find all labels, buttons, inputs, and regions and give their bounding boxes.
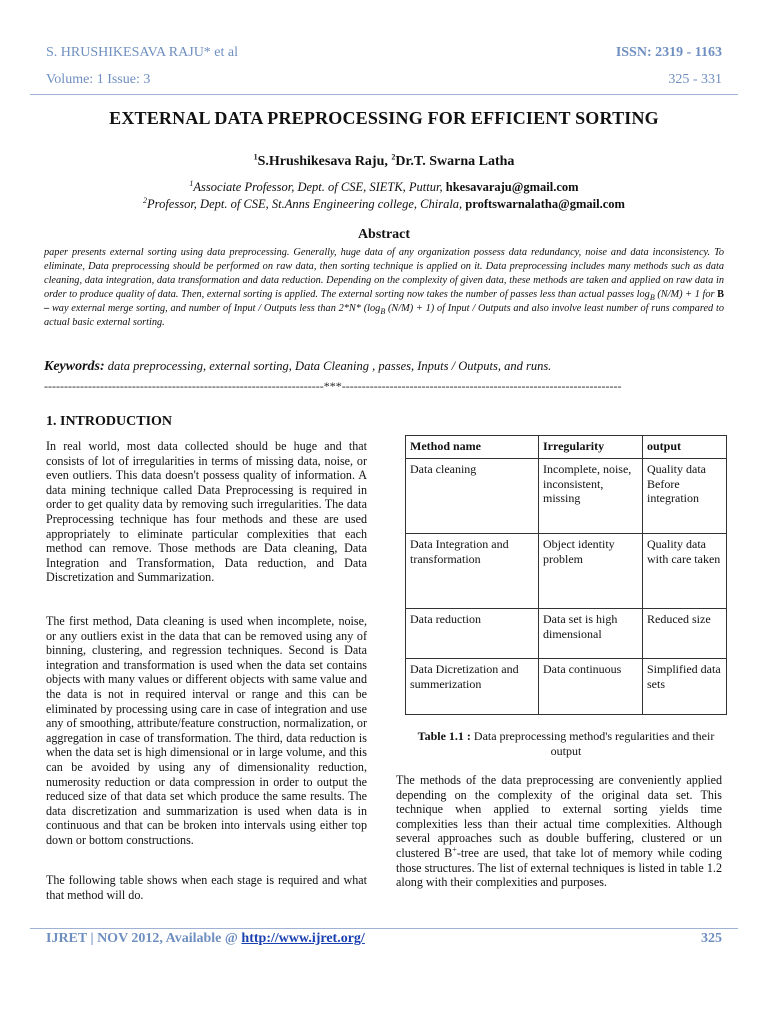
table-row bbox=[406, 609, 727, 659]
email-link-2[interactable]: proftswarnalatha@gmail.com bbox=[465, 197, 625, 211]
table-cell: Object identity problem bbox=[539, 534, 643, 609]
table-cell: Data reduction bbox=[406, 609, 539, 659]
author2-number: 2 bbox=[391, 152, 396, 162]
header-volume: Volume: 1 Issue: 3 bbox=[46, 72, 151, 87]
abstract-body: paper presents external sorting using data preprocessing. Generally, huge data of any organization possess data redundancy, noise and data inconsistency. To eliminate, Data preprocessing should be performed on raw data, then sorting technique is applied on it. Data preprocessing includes many methods such as data cleaning, data integration, data transformation and data reduction. Depending on the complexity of given data, these methods are taken and applied on raw data in order to produce quality of data. Then, external sorting is applied. The external sorting now takes the number of passes less than actual passes $\log_B (N/M) + 1$ for B – way external merge sorting, and number of Input / Outputs less than 2*N* ($\log_B$ (N/M) + 1) of Input / Outputs and also involve least number of runs compared to actual basic external sorting. bbox=[44, 247, 724, 329]
table-cell: Reduced size bbox=[643, 609, 727, 659]
intro-paragraph-1: In real world, most data collected should be huge and that consists of lot of irregularities in terms of missing data, noise, or even outliers. This data doesn't possess quality of information. A data mining technique called Data Preprocessing is required in order to get quality data by removing such irregularities. The data Preprocessing technique has four methods and these are used appropriately to eliminate particular complexities that each method can remove. Those methods are Data cleaning, Data Integration and Transformation, Data reduction, and Data Discretization and Summarization. bbox=[46, 439, 367, 585]
table-cell: Quality data with care taken bbox=[643, 534, 727, 609]
author2-name: Dr.T. Swarna Latha bbox=[395, 154, 515, 169]
footer-url-link[interactable]: http://www.ijret.org/ bbox=[241, 931, 365, 946]
header-issn: ISSN: 2319 - 1163 bbox=[615, 45, 722, 60]
table-header-row bbox=[406, 436, 727, 459]
author1-name: S.Hrushikesava Raju, bbox=[257, 154, 392, 169]
table-cell: Data cleaning bbox=[406, 459, 539, 534]
table-cell: Data set is high dimensional bbox=[539, 609, 643, 659]
table-caption bbox=[405, 729, 727, 758]
table-caption-label: Table 1.1 : bbox=[417, 729, 471, 743]
affiliation-2: $^2$Professor, Dept. of CSE, St.Anns Engineering college, Chirala, proftswarnalatha@gmail.com bbox=[143, 195, 625, 211]
right-paragraph: The methods of the data preprocessing are conveniently applied depending on the complexity of the original data set. This technique when applied to external sorting yields time complexities less than their actual time complexities. Although several approaches such as double buffering, clustered or un clustered B+-tree are used, that take lot of memory while coding those structures. The list of external techniques is listed in table 1.2 along with their complexities and purposes. bbox=[396, 773, 722, 890]
table-caption-text: Data preprocessing method's regularities and their output bbox=[470, 729, 715, 758]
section-separator: ----------------------------------------------------------------------***---------------------------------------------------------------------- bbox=[44, 379, 622, 393]
table-header-output: output bbox=[643, 436, 727, 459]
section-heading-introduction: 1. INTRODUCTION bbox=[46, 414, 173, 429]
methods-table bbox=[405, 435, 727, 715]
affiliation-1: $^1$Associate Professor, Dept. of CSE, SIETK, Puttur, hkesavaraju@gmail.com bbox=[189, 178, 579, 194]
author1-number: 1 bbox=[253, 152, 258, 162]
keywords-label: Keywords: bbox=[44, 359, 105, 374]
paper-title: EXTERNAL DATA PREPROCESSING FOR EFFICIENT SORTING bbox=[109, 108, 659, 128]
table-header-method: Method name bbox=[406, 436, 539, 459]
footer-journal: IJRET | NOV 2012, Available @ http://www.ijret.org/ bbox=[46, 931, 365, 946]
table-cell: Data Dicretization and summerization bbox=[406, 659, 539, 715]
keywords-text: data preprocessing, external sorting, Data Cleaning , passes, Inputs / Outputs, and runs. bbox=[104, 359, 552, 373]
table-cell: Data Integration and transformation bbox=[406, 534, 539, 609]
table-cell: Simplified data sets bbox=[643, 659, 727, 715]
header-author: S. HRUSHIKESAVA RAJU* et al bbox=[46, 45, 239, 60]
email-link-1[interactable]: hkesavaraju@gmail.com bbox=[445, 180, 579, 194]
table-header-irregularity: Irregularity bbox=[539, 436, 643, 459]
intro-paragraph-3: The following table shows when each stage is required and what that method will do. bbox=[46, 873, 367, 902]
header-pages: 325 - 331 bbox=[668, 72, 722, 87]
footer-rule bbox=[30, 928, 738, 929]
authors-line bbox=[0, 154, 768, 170]
table-row bbox=[406, 459, 727, 534]
intro-paragraph-2: The first method, Data cleaning is used when incomplete, noise, or any outliers exist in the data that can be removed using any of binning, clustering, and regression techniques. Second is Data integration and transformation is used when the data set contains objects with many values or different objects with same value and the data is not in required interval or range and this can be eliminated by processing using care in case of integration and use any of smoothing, attribute/feature construction, normalization, or aggregation in case of transformation. The third, data reduction is when the data set is high dimensional or in large volume, and this can be avoided by using any of dimensionality reduction, numerosity reduction or data compression in order to output the reduced size of that data set which produce the same results. The data discretization and summarization is used when data is in continuous and that can be broken into intervals using either top down or bottom constructions. bbox=[46, 614, 367, 847]
footer-page-number: 325 bbox=[701, 931, 722, 946]
table-cell: Incomplete, noise, inconsistent, missing bbox=[539, 459, 643, 534]
header-rule bbox=[30, 94, 738, 95]
abstract-heading: Abstract bbox=[357, 227, 411, 242]
table-cell: Quality data Before integration bbox=[643, 459, 727, 534]
keywords bbox=[44, 359, 724, 375]
table-row bbox=[406, 534, 727, 609]
table-cell: Data continuous bbox=[539, 659, 643, 715]
table-row bbox=[406, 659, 727, 715]
